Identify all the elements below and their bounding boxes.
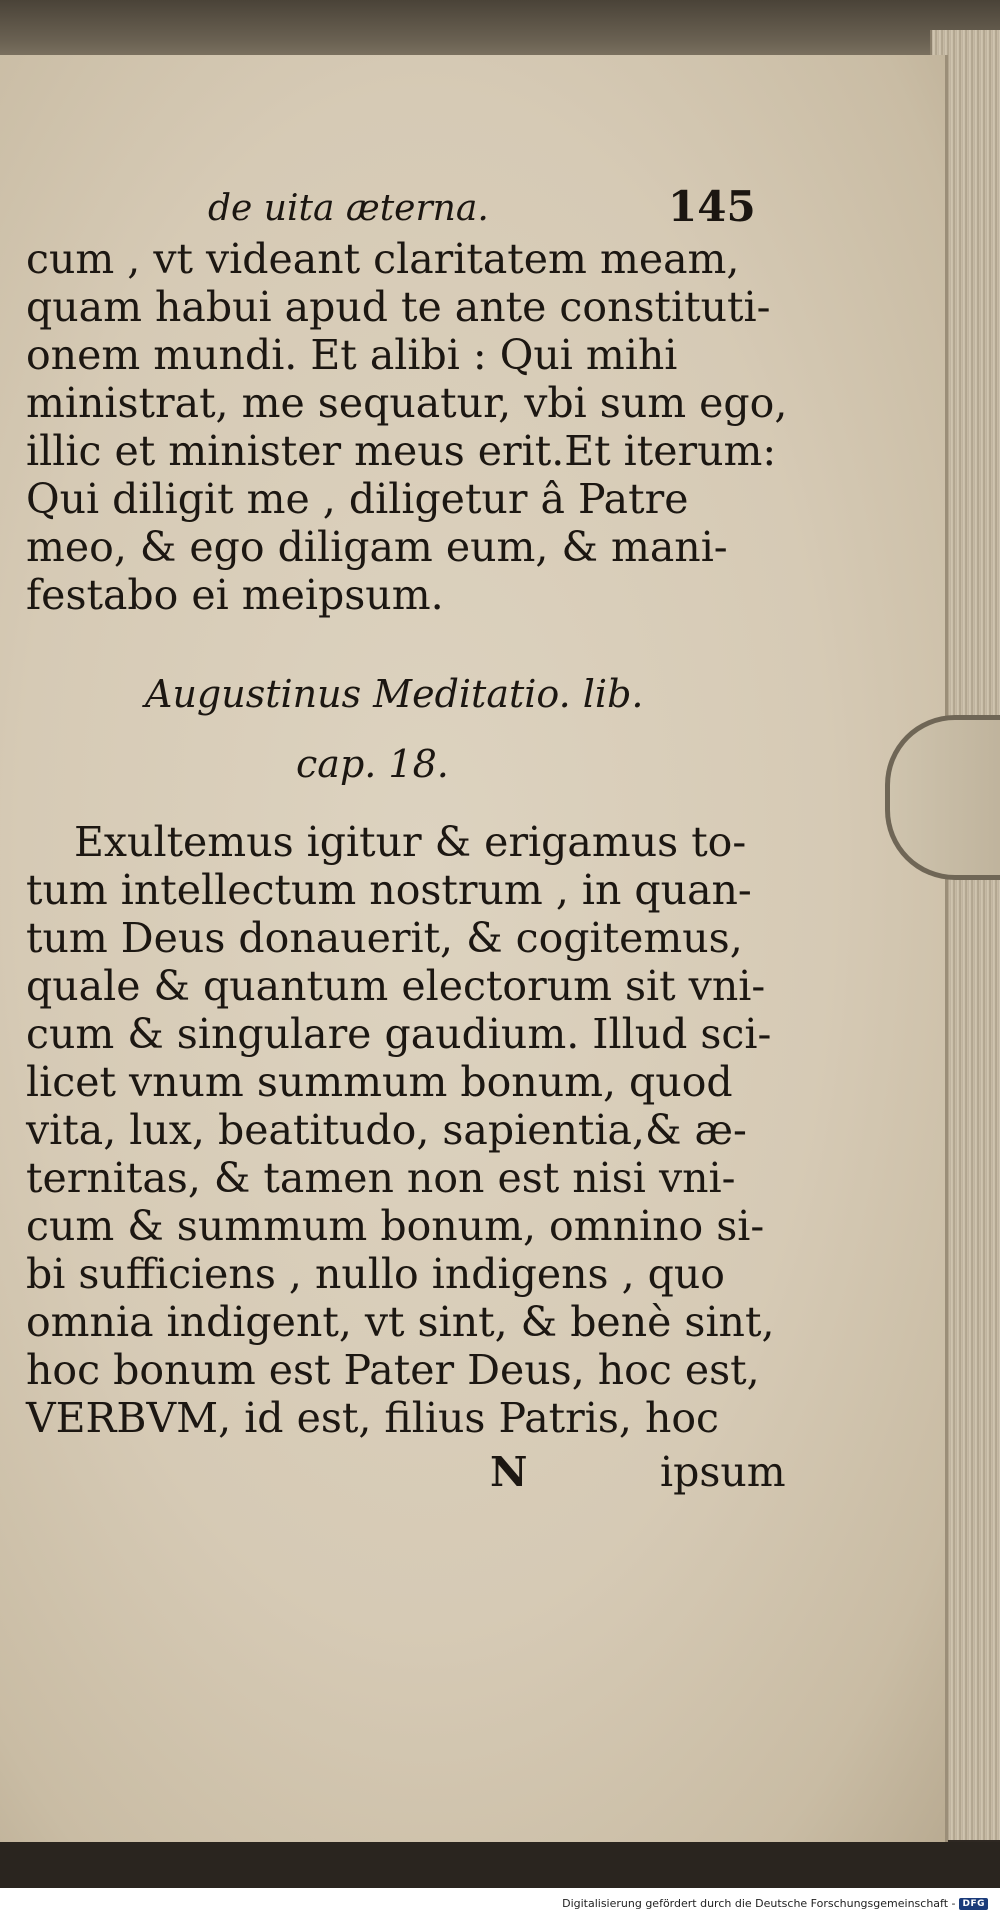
text-line: meo, & ego diligam eum, & mani- [26,523,728,571]
paragraph-2 [26,818,774,1442]
credit-text: Digitalisierung gefördert durch die Deutsche Forschungsgemeinschaft - [562,1897,956,1910]
text-line: cum , vt videant claritatem meam, [26,235,740,283]
text-line: tum intellectum nostrum , in quan- [26,866,752,914]
text-line: Exultemus igitur & erigamus to- [74,818,747,866]
text-line: bi sufficiens , nullo indigens , quo [26,1250,725,1298]
text-line: VERBVM, id est, filius Patris, hoc [26,1394,720,1442]
text-line: festabo ei meipsum. [26,571,444,619]
running-head: de uita æterna. [208,188,489,229]
text-line: Qui diligit me , diligetur â Patre [26,475,689,523]
page-clip [885,715,1000,880]
section-heading: Augustinus Meditatio. lib. [145,672,644,716]
text-line: vita, lux, beatitudo, sapientia,& æ- [26,1106,747,1154]
credit-bar [0,1888,1000,1922]
text-line: cum & singulare gaudium. Illud sci- [26,1010,772,1058]
text-line: illic et minister meus erit.Et iterum: [26,427,777,475]
text-line: licet vnum summum bonum, quod [26,1058,733,1106]
text-line: onem mundi. Et alibi : Qui mihi [26,331,678,379]
credit-line [562,1897,988,1910]
section-heading-chapter: cap. 18. [296,742,449,786]
scan-bottom-edge [0,1842,1000,1888]
dfg-logo: DFG [959,1898,988,1910]
catchword: ipsum [660,1448,786,1496]
page-number: 145 [668,182,756,231]
text-line: ternitas, & tamen non est nisi vni- [26,1154,736,1202]
text-line: quam habui apud te ante constituti- [26,283,771,331]
text-line: tum Deus donauerit, & cogitemus, [26,914,743,962]
signature-mark: N [490,1448,528,1496]
text-line: ministrat, me sequatur, vbi sum ego, [26,379,788,427]
text-line: quale & quantum electorum sit vni- [26,962,766,1010]
text-line: hoc bonum est Pater Deus, hoc est, [26,1346,760,1394]
text-line: omnia indigent, vt sint, & benè sint, [26,1298,775,1346]
paragraph-1 [26,235,787,619]
text-line: cum & summum bonum, omnino si- [26,1202,765,1250]
